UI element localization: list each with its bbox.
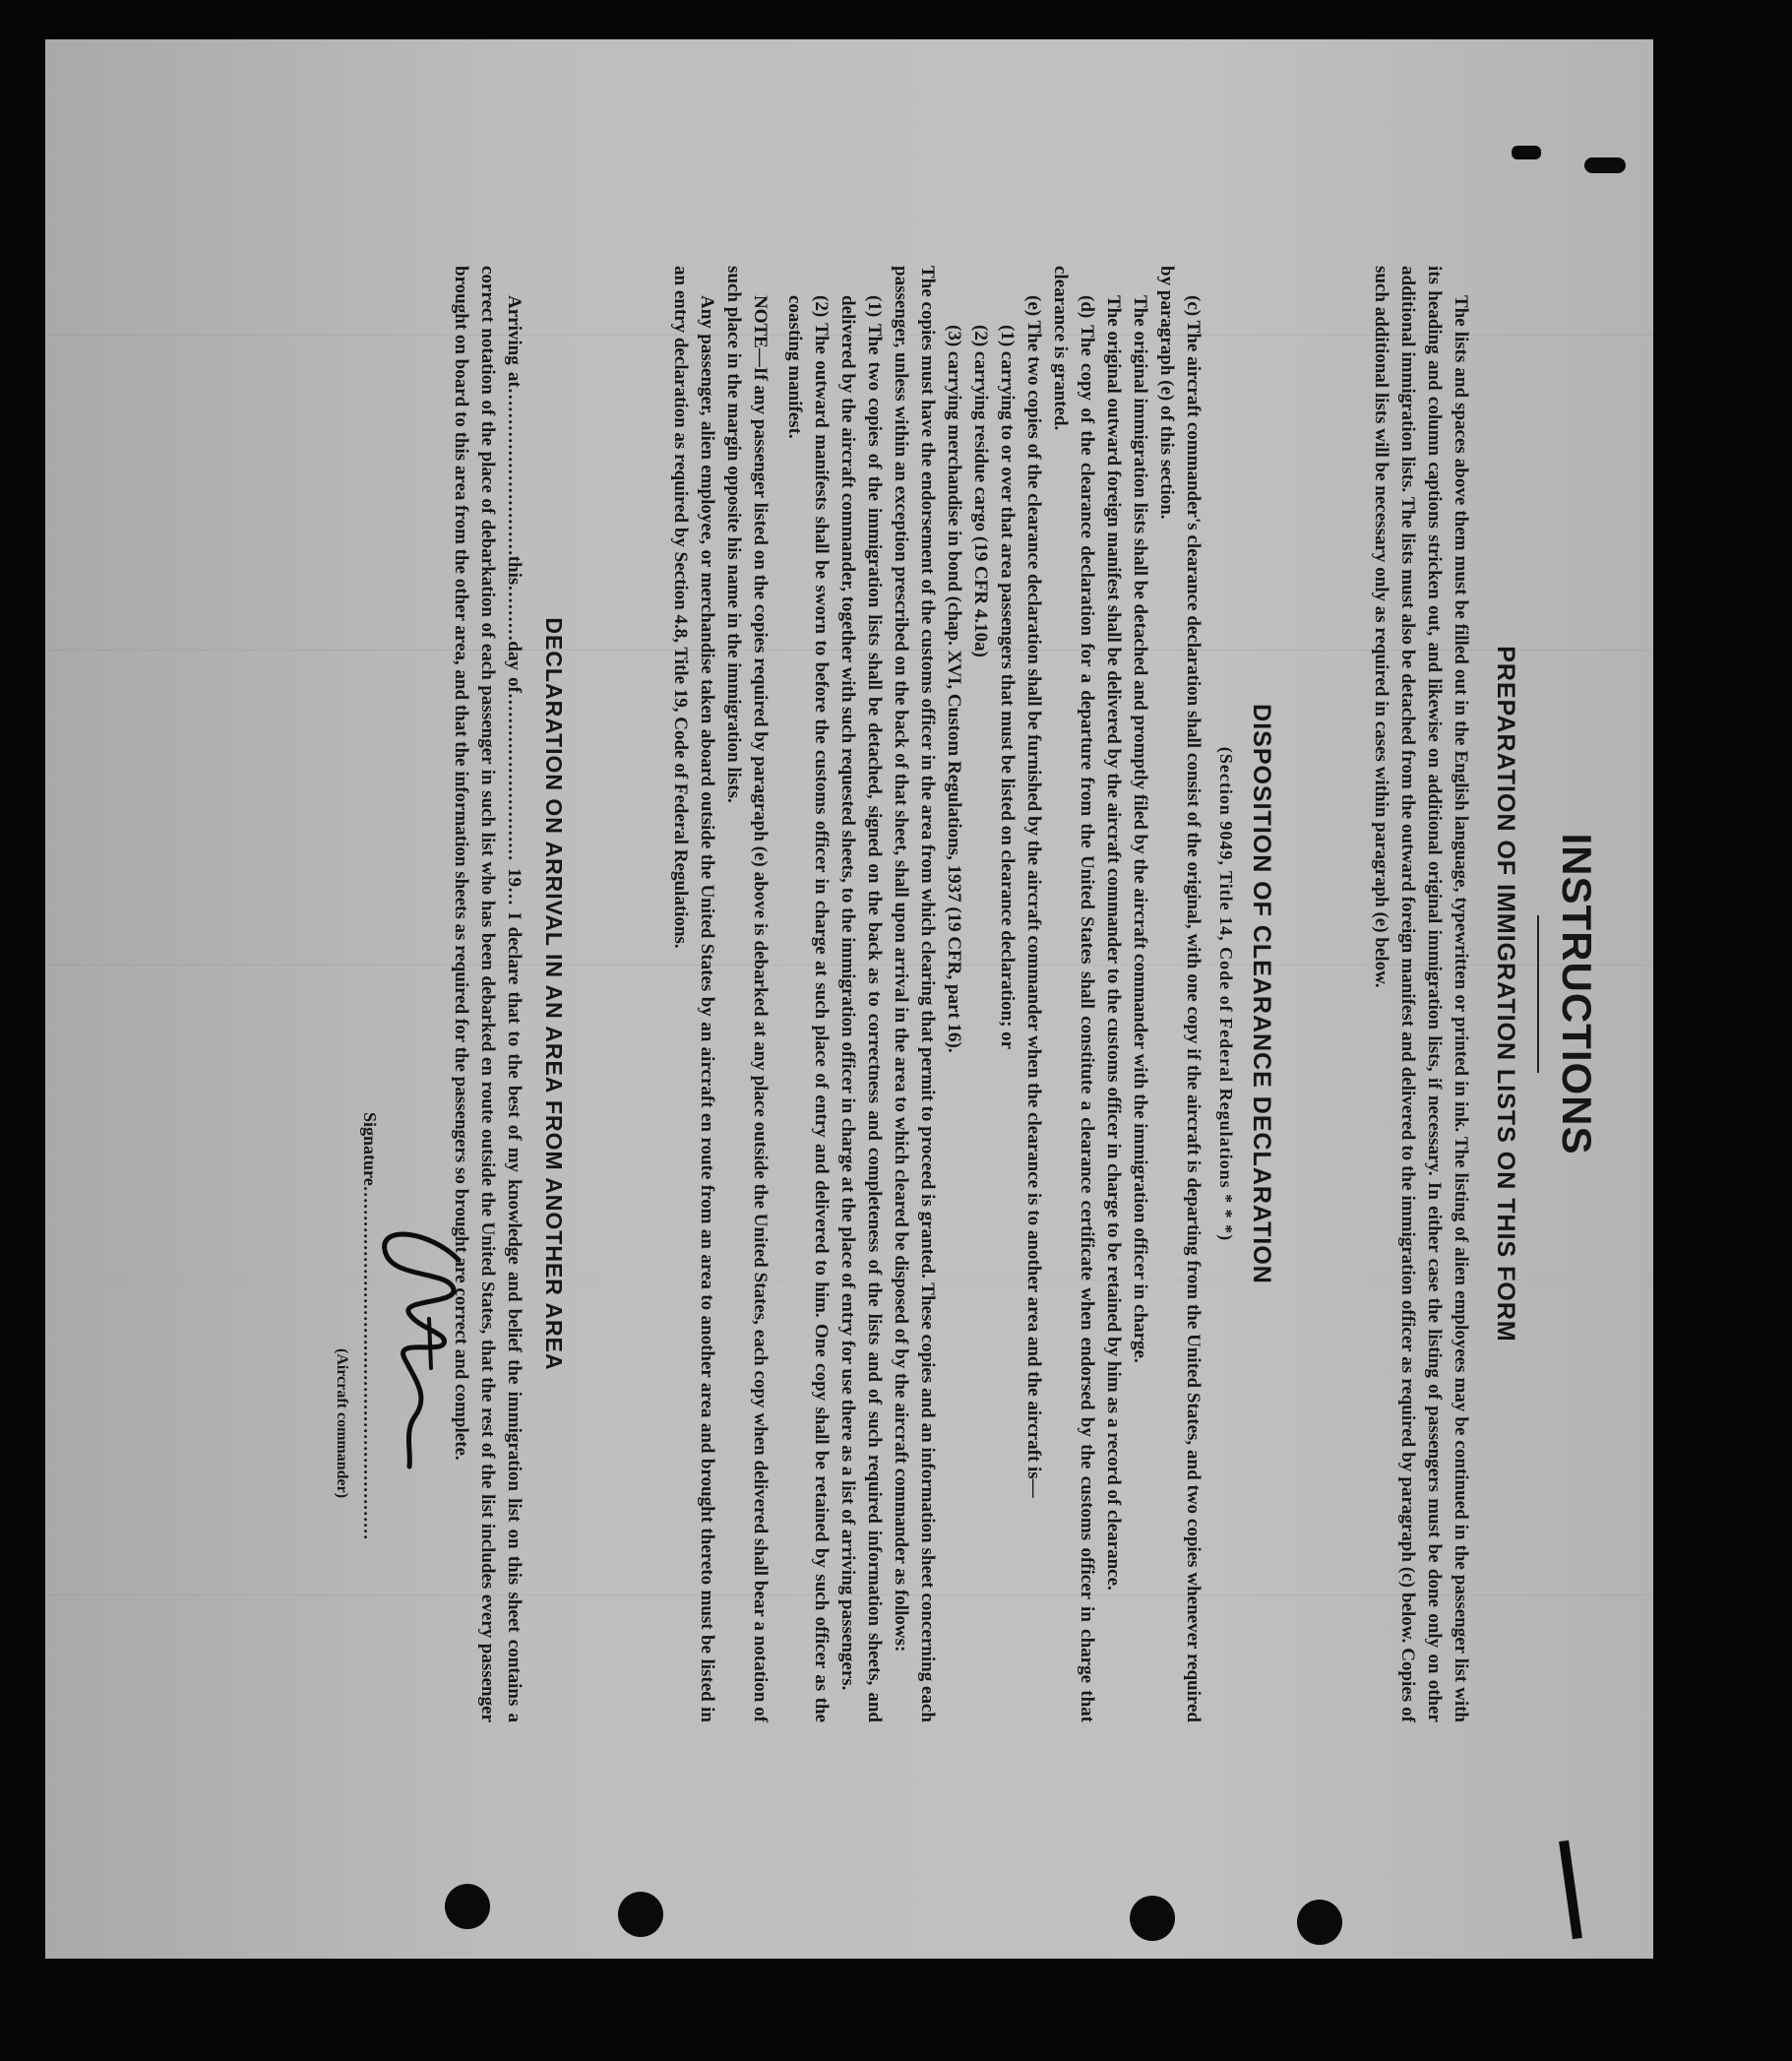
punch-hole (618, 1892, 663, 1937)
copies-paragraph: The copies must have the endorsement of the customs officer in the area from which clearing that permit to proceed is granted. These copies and an information sheet concerning each passenger, unless within an exception prescribed on the back of that sheet, shall upon arrival in the area to which cleared be disposed of by the aircraft commander as follows: (891, 266, 938, 1722)
ink-blot (1512, 146, 1541, 159)
punch-hole (1297, 1900, 1342, 1945)
disposition-body (667, 266, 1206, 1722)
signature-role: (Aircraft commander) (334, 1348, 350, 1499)
any-passenger-paragraph: Any passenger, alien employee, or merchandise taken aboard outside the United States by an aircraft en route from an area to another area and brought thereto must be listed in an entry declaration as required by Section 4.8, Title 19, Code of Federal Regulations. (670, 266, 717, 1722)
paragraph-e1: (1) carrying to or over that area passengers that must be listed on clearance declaration; or (997, 325, 1018, 1050)
paragraph-d: (d) The copy of the clearance declaration for a departure from the United States shall constitute a clearance certificate when endorsed by the customs officer in charge that clearance is granted. (1050, 266, 1097, 1722)
declaration-text: Arriving at………………………this………day of……………………… 19… I declare that to the best of my knowledge and belief the immigration list on this sheet contains a correct notation of the place of debarkation of each passenger in such list who has been debarked en route outside the United States, that the rest of the list includes every passenger brought on board to this area from the other area, and that the information sheets as required for the passengers so brought are correct and complete. (451, 266, 525, 1722)
paragraph-e2: (2) carrying residue cargo (19 CFR 4.10a) (970, 325, 991, 657)
ink-blot (1584, 157, 1626, 173)
paragraph-e3: (3) carrying merchandise in bond (chap. XVI, Custom Regulations, 1937 (19 CFR, part 16). (944, 325, 964, 1053)
prep-heading: PREPARATION OF IMMIGRATION LISTS ON THIS FORM (1492, 646, 1519, 1343)
title-underline (1537, 915, 1539, 1073)
note-paragraph: NOTE—If any passenger listed on the copies required by paragraph (e) above is debarked at any place outside the United States, each copy when delivered shall bear a notation of such place in the margin opposite his name in the immigration lists. (723, 266, 771, 1722)
handwritten-signature (370, 1220, 468, 1476)
page-title: INSTRUCTIONS (1554, 833, 1600, 1155)
paragraph-c-original: The original immigration lists shall be detached and promptly filed by the aircraft commander with the immigration officer in charge. (1130, 295, 1150, 1363)
paragraph-e: (e) The two copies of the clearance declaration shall be furnished by the aircraft commander when the clearance is to another area and the aircraft is— (1023, 295, 1044, 1498)
signature-line: Signature…………………………………………………… (360, 1112, 380, 1540)
ink-stroke (1559, 1841, 1582, 1939)
paragraph-c-outward: The original outward foreign manifest shall be delivered by the aircraft commander to the customs officer in charge to be retained by him as a record of clearance. (1103, 295, 1124, 1591)
disposition-heading: DISPOSITION OF CLEARANCE DECLARATION (1248, 704, 1275, 1284)
declaration-heading: DECLARATION ON ARRIVAL IN AN AREA FROM ANOTHER AREA (541, 617, 567, 1371)
section-reference: (Section 9049, Title 14, Code of Federal Regulations * * *) (1216, 746, 1236, 1242)
paragraph-c: (c) The aircraft commander's clearance declaration shall consist of the original, with one copy if the aircraft is departing from the United States, and two copies whenever required by paragraph (e) of this section. (1156, 266, 1204, 1722)
paragraph-f1: (1) The two copies of the immigration lists shall be detached, signed on the back as to correctness and completeness of the lists and of such required information sheets, and delivered by the aircraft commander, together with such requested sheets, to the immigration officer in charge at the place of entry for use there as a list of arriving passengers. (837, 295, 885, 1722)
punch-hole (445, 1884, 490, 1929)
rotated-content (321, 246, 1600, 1742)
punch-hole (1130, 1896, 1175, 1941)
paragraph-f2: (2) The outward manifests shall be sworn to before the customs officer in charge at such place of entry and delivered to him. One copy shall be retained by such officer as the coasting manifest. (784, 295, 832, 1722)
intro-paragraph: The lists and spaces above them must be filled out in the English language, typewritten or printed in ink. The listing of alien employees may be continued in the passenger list with its heading and column captions stricken out, and likewise on additional original immigration lists, if necessary. In either case the listing of passengers must be done only on other additional immigration lists. The lists must also be detached from the outward foreign manifest and delivered to the immigration officer as required by paragraph (c) below. Copies of such additional lists will be necessary only as required in cases within paragraph (e) below. (1371, 266, 1471, 1722)
document-sheet (45, 39, 1653, 1959)
